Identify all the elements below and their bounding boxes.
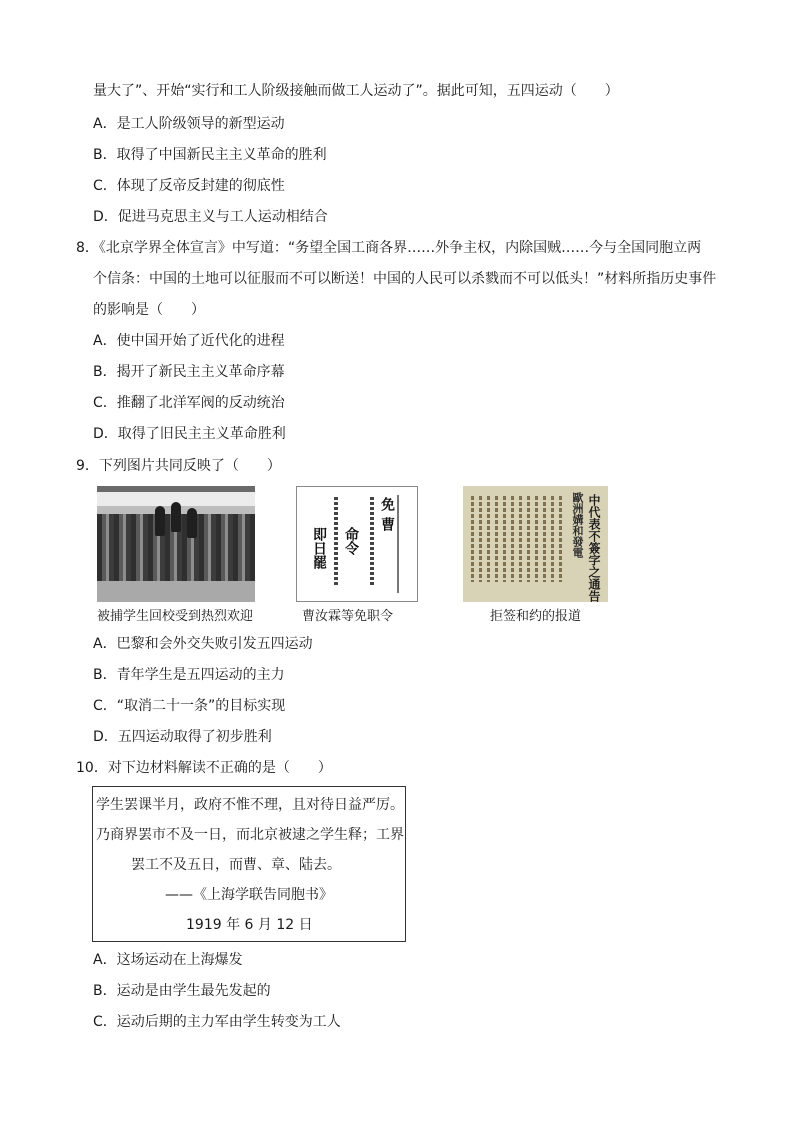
figure-students-return-photo — [97, 486, 255, 602]
q8-stem-line1: 8．《北京学界全体宣言》中写道：“务望全国工商各界……外争主权，内除国贼……今与全国同胞立两 — [76, 240, 702, 256]
figure-newspaper-report — [463, 486, 608, 602]
photo-figure — [171, 502, 181, 532]
q8-option-b: B．揭开了新民主主义革命序幕 — [93, 364, 285, 380]
order-text-char: 免 — [379, 497, 395, 511]
figure-caption-2: 曹汝霖等免职令 — [302, 609, 394, 624]
order-rule-line — [397, 495, 399, 593]
newspaper-subheadline: 歐洲媾和發電 — [571, 492, 584, 558]
q7-option-d: D．促进马克思主义与工人运动相结合 — [93, 209, 328, 225]
newspaper-text-column — [551, 496, 554, 582]
q10-option-c: C．运动后期的主力军由学生转变为工人 — [93, 1014, 341, 1030]
q7-option-b: B．取得了中国新民主主义革命的胜利 — [93, 147, 327, 163]
quote-box — [92, 786, 406, 942]
q10-option-b: B．运动是由学生最先发起的 — [93, 983, 271, 999]
newspaper-text-column — [527, 496, 530, 582]
newspaper-text-column — [559, 496, 562, 582]
q9-option-b: B．青年学生是五四运动的主力 — [93, 667, 285, 683]
q8-option-a: A．使中国开始了近代化的进程 — [93, 333, 285, 349]
q8-stem-line3: 的影响是（ ） — [93, 302, 205, 318]
quote-source: ——《上海学联告同胞书》 — [165, 887, 333, 903]
q10-option-a: A．这场运动在上海爆发 — [93, 952, 243, 968]
newspaper-text-column — [495, 496, 498, 582]
q8-option-c: C．推翻了北洋军阀的反动统治 — [93, 395, 285, 411]
photo-figure — [155, 506, 165, 536]
q9-option-d: D．五四运动取得了初步胜利 — [93, 729, 272, 745]
newspaper-text-column — [487, 496, 490, 582]
quote-line-3: 罢工不及五日，而曹、章、陆去。 — [131, 857, 341, 873]
q9-stem: 9．下列图片共同反映了（ ） — [76, 458, 281, 474]
q7-option-a: A．是工人阶级领导的新型运动 — [93, 116, 285, 132]
q8-stem-line2: 个信条：中国的土地可以征服而不可以断送！中国的人民可以杀戮而不可以低头！”材料所指历史事件 — [93, 271, 717, 287]
newspaper-text-column — [503, 496, 506, 582]
photo-figure — [187, 508, 197, 538]
q10-stem: 10．对下边材料解读不正确的是（ ） — [76, 760, 332, 776]
newspaper-text-column — [543, 496, 546, 582]
quote-date: 1919 年 6 月 12 日 — [186, 917, 313, 933]
quote-line-2: 乃商界罢市不及一日，而北京被逮之学生释；工界 — [96, 827, 404, 843]
newspaper-text-column — [519, 496, 522, 582]
figure-dismissal-order — [296, 486, 418, 602]
newspaper-text-column — [471, 496, 474, 582]
q9-option-c: C．“取消二十一条”的目标实现 — [93, 698, 286, 714]
order-text-char: 命令 — [343, 527, 359, 555]
order-small-text-column — [367, 497, 374, 587]
q7-stem: 量大了”、开始“实行和工人阶级接触而做工人运动了”。据此可知，五四运动（ ） — [93, 83, 619, 99]
q8-option-d: D．取得了旧民主主义革命胜利 — [93, 426, 286, 442]
order-text-char: 即日罷 — [311, 527, 327, 569]
order-text-char: 曹 — [379, 517, 395, 531]
q7-option-c: C．体现了反帝反封建的彻底性 — [93, 178, 285, 194]
newspaper-text-column — [511, 496, 514, 582]
order-small-text-column — [331, 497, 338, 587]
photo-banner-strip — [97, 486, 255, 492]
photo-ground — [97, 581, 255, 602]
newspaper-headline: 中代表不簽字之通告 — [587, 494, 601, 602]
newspaper-text-column — [479, 496, 482, 582]
figure-caption-3: 拒签和约的报道 — [490, 609, 582, 624]
q9-option-a: A．巴黎和会外交失败引发五四运动 — [93, 636, 313, 652]
figure-caption-1: 被捕学生回校受到热烈欢迎 — [97, 609, 254, 624]
quote-line-1: 学生罢课半月，政府不惟不理，且对待日益严厉。 — [96, 797, 404, 813]
newspaper-text-column — [535, 496, 538, 582]
